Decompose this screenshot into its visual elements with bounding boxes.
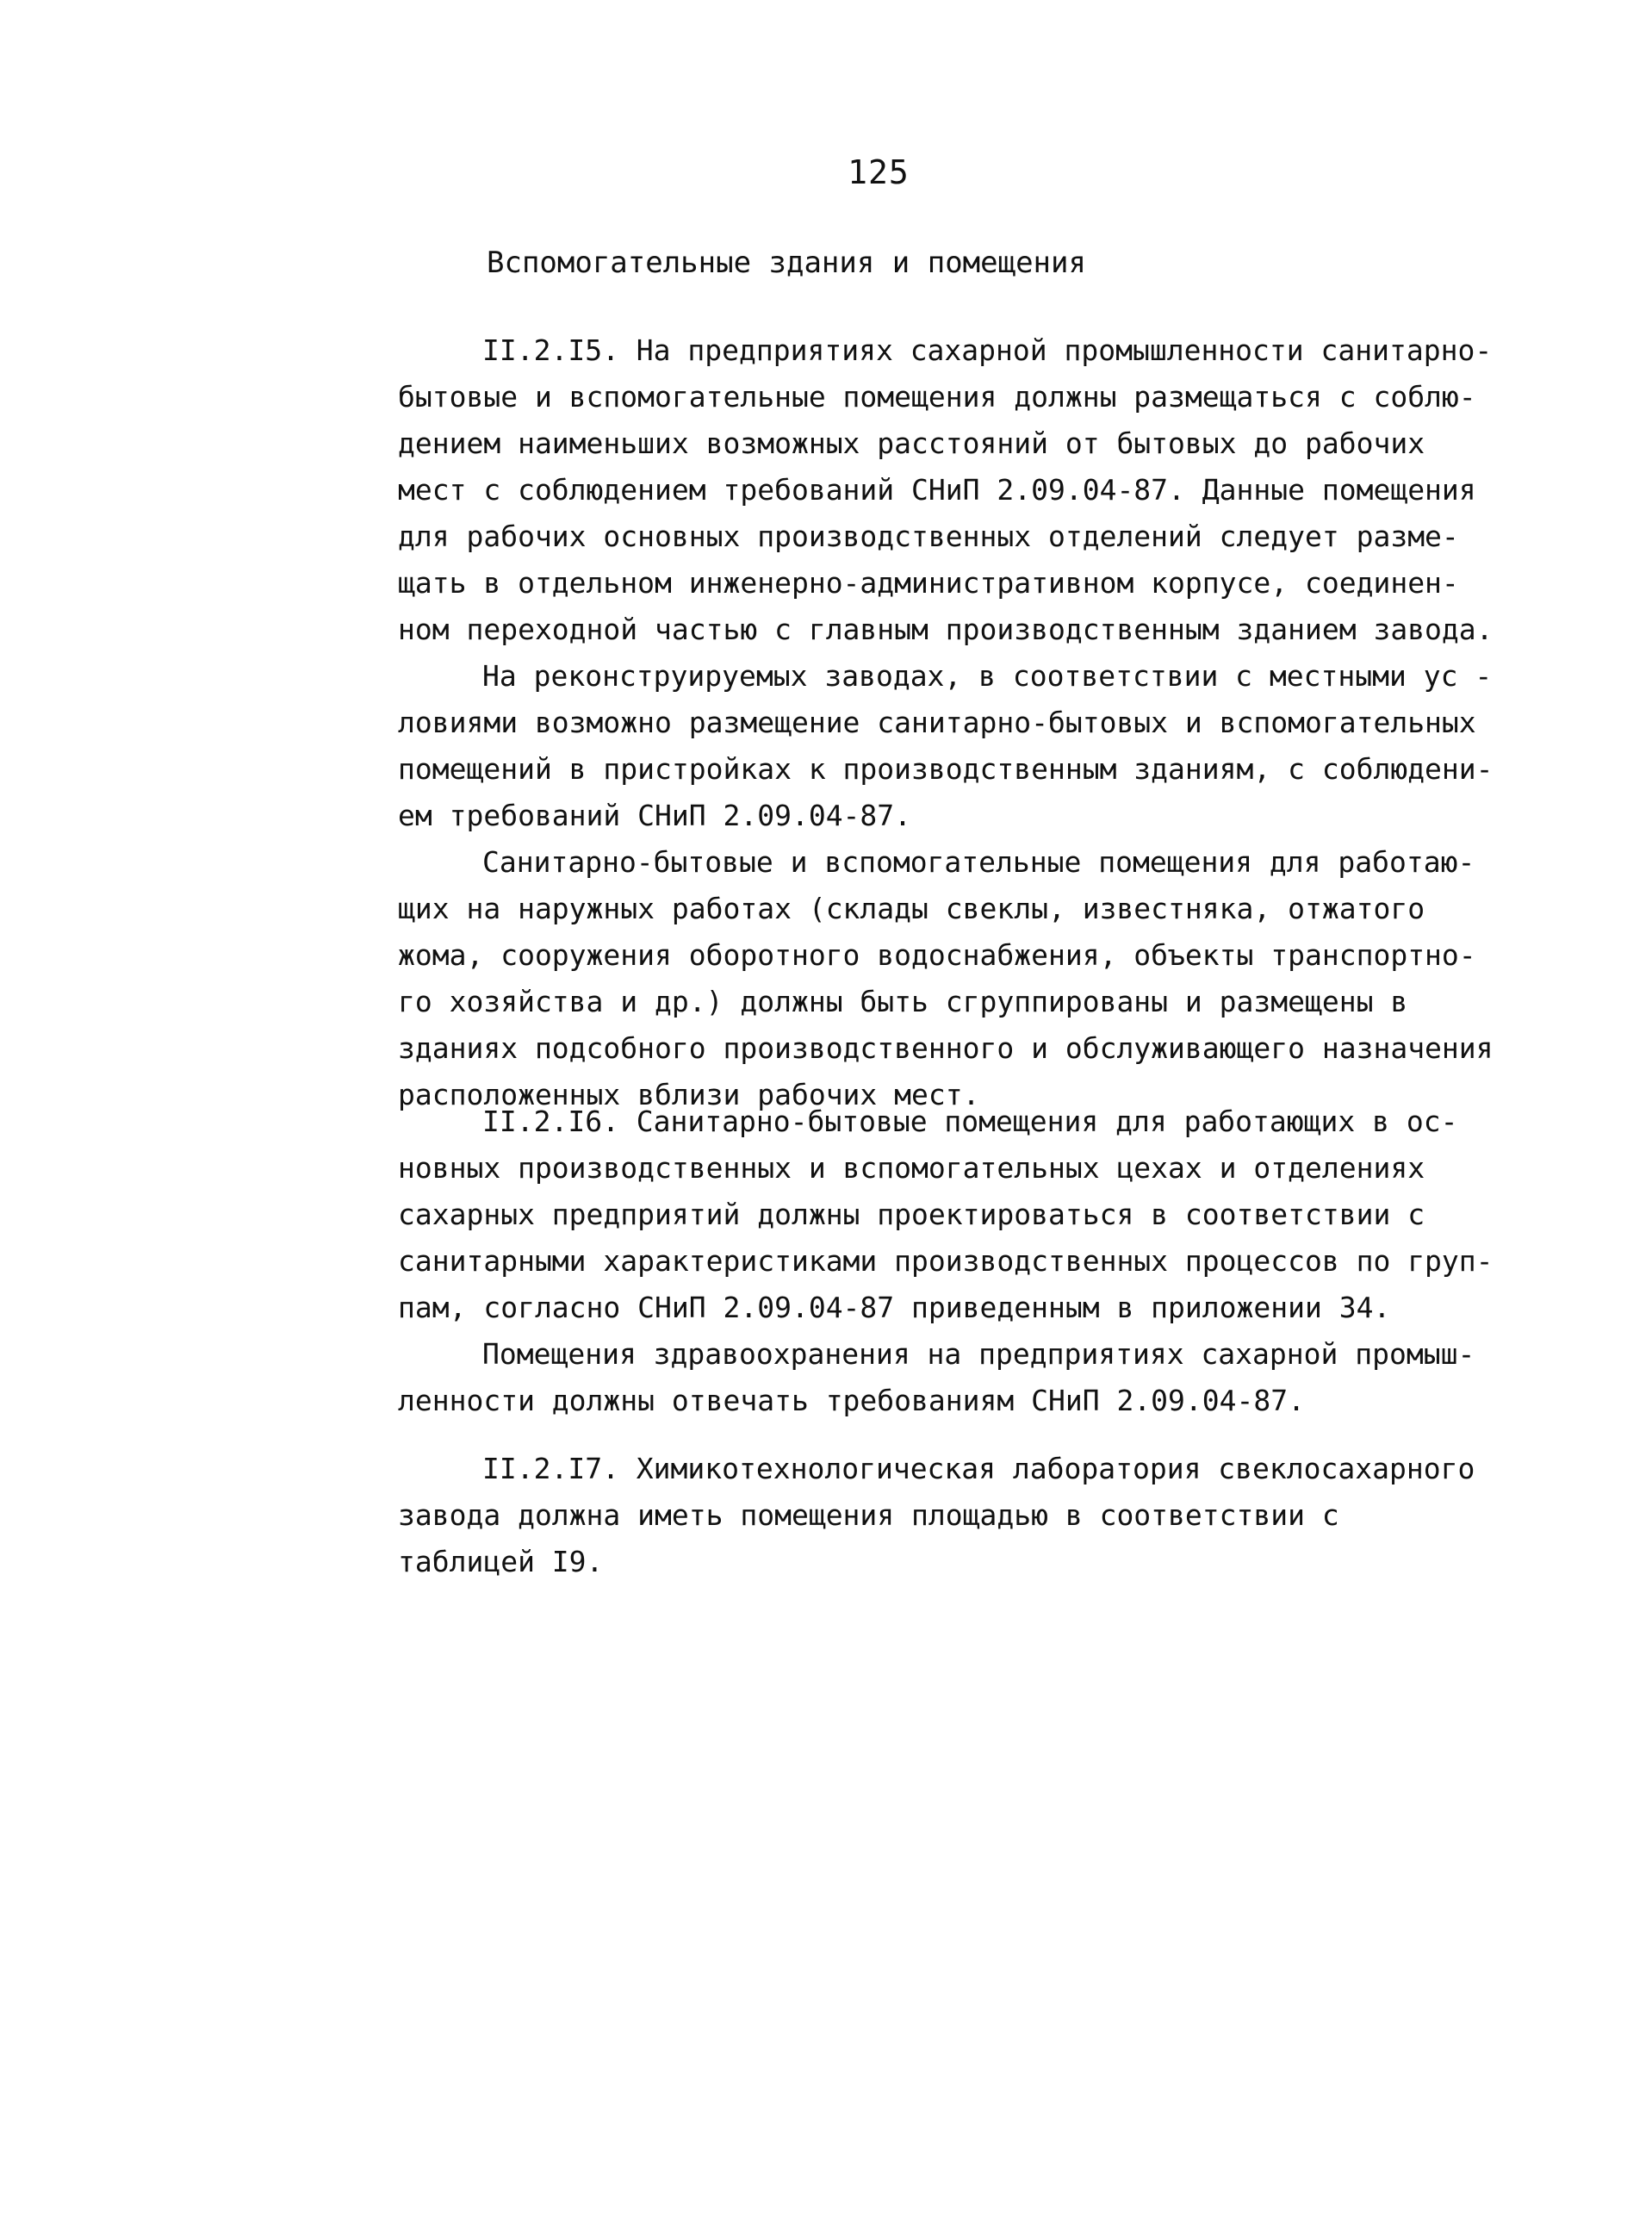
text-line: На реконструируемых заводах, в соответствии с местными ус - [482, 659, 1493, 693]
text-line: го хозяйства и др.) должны быть сгруппированы и размещены в [398, 985, 1408, 1018]
text-line: дением наименьших возможных расстояний от бытовых до рабочих [398, 426, 1425, 460]
paragraph-11-2-16 [398, 1099, 1518, 1424]
text-line: ем требований СНиП 2.09.04-87. [398, 799, 912, 832]
text-line: сахарных предприятий должны проектироваться в соответствии с [398, 1198, 1425, 1231]
text-line: ловиями возможно размещение санитарно-бытовых и вспомогательных [398, 706, 1476, 739]
text-line: новных производственных и вспомогательных цехах и отделениях [398, 1151, 1425, 1185]
text-line: ном переходной частью с главным производственным зданием завода. [398, 613, 1494, 646]
text-line: расположенных вблизи рабочих мест. [398, 1078, 980, 1111]
text-line: жома, сооружения оборотного водоснабжения, объекты транспортно- [398, 938, 1476, 972]
text-line: II.2.I7. Химикотехнологическая лаборатория свеклосахарного [482, 1452, 1475, 1485]
text-line: для рабочих основных производственных отделений следует разме- [398, 520, 1459, 553]
text-line: щать в отдельном инженерно-административном корпусе, соединен- [398, 566, 1459, 600]
text-line: мест с соблюдением требований СНиП 2.09.04-87. Данные помещения [398, 473, 1476, 507]
text-line: пам, согласно СНиП 2.09.04-87 приведенным в приложении 34. [398, 1291, 1391, 1324]
text-line: II.2.I6. Санитарно-бытовые помещения для работающих в ос- [482, 1105, 1458, 1138]
text-line: зданиях подсобного производственного и обслуживающего назначения [398, 1031, 1494, 1065]
text-line: Помещения здравоохранения на предприятиях сахарной промыш- [482, 1337, 1475, 1371]
text-line: санитарными характеристиками производственных процессов по груп- [398, 1244, 1494, 1278]
text-line: помещений в пристройках к производственным зданиям, с соблюдени- [398, 752, 1494, 786]
paragraph-11-2-17 [398, 1446, 1518, 1585]
text-line: ленности должны отвечать требованиям СНиП 2.09.04-87. [398, 1384, 1305, 1417]
text-line: таблицей I9. [398, 1545, 604, 1578]
text-line: бытовые и вспомогательные помещения должны размещаться с соблю- [398, 380, 1476, 414]
text-line: II.2.I5. На предприятиях сахарной промышленности санитарно- [482, 333, 1493, 367]
page-number: 125 [848, 153, 910, 191]
section-heading: Вспомогательные здания и помещения [487, 246, 1086, 280]
paragraph-11-2-15 [398, 327, 1518, 1118]
text-line: щих на наружных работах (склады свеклы, известняка, отжатого [398, 892, 1425, 925]
text-line: завода должна иметь помещения площадью в соответствии с [398, 1498, 1339, 1532]
text-line: Санитарно-бытовые и вспомогательные помещения для работаю- [482, 845, 1475, 879]
